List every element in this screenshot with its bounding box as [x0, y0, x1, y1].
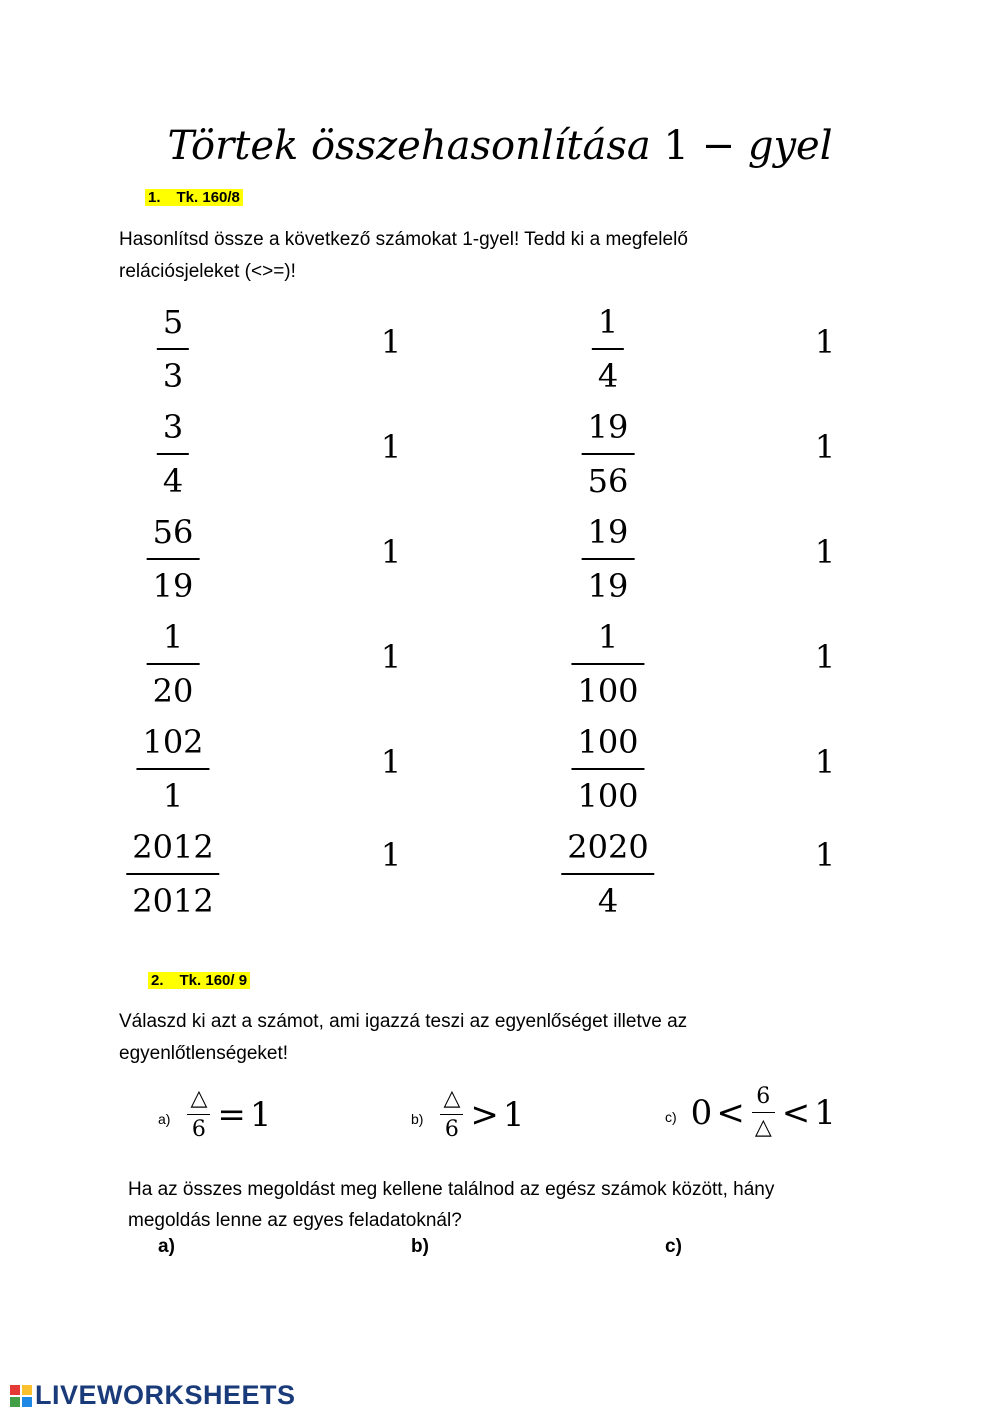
fraction-denominator: 100	[577, 672, 639, 710]
fraction-bar	[571, 663, 644, 665]
fraction-bar	[582, 558, 635, 560]
title-suffix: gyel	[747, 123, 833, 169]
title-text: Törtek összehasonlítása	[167, 123, 651, 169]
fraction-numerator: 1	[162, 618, 184, 656]
fraction-bar	[126, 873, 219, 875]
fraction-denominator: 3	[162, 357, 184, 395]
fraction-denominator: 4	[597, 357, 619, 395]
fraction-bar	[592, 348, 624, 350]
fraction-bar	[571, 768, 644, 770]
fraction-left	[153, 510, 194, 608]
answer-label-a: a)	[158, 1236, 175, 1257]
fraction-right	[567, 825, 648, 923]
fraction-bar	[582, 453, 635, 455]
compare-value: 1	[814, 428, 836, 466]
fraction-left	[163, 300, 183, 398]
logo-square-2	[22, 1385, 32, 1395]
fraction-denominator: 4	[162, 462, 184, 500]
answer-label-b: b)	[411, 1236, 429, 1257]
section2-question: Ha az összes megoldást meg kellene találnod az egész számok között, hány megoldás lenne az egyes feladatoknál?	[128, 1179, 775, 1231]
section1-heading: 1. Tk. 160/8	[145, 188, 243, 208]
fraction-left	[153, 615, 194, 713]
fraction-right	[588, 510, 629, 608]
section2-instruction: Válaszd ki azt a számot, ami igazzá teszi az egyenlőséget illetve az egyenlőtlenségeket!	[119, 1011, 688, 1064]
answer-label-c: c)	[665, 1236, 682, 1257]
compare-value: 1	[814, 743, 836, 781]
title-operator: −	[701, 123, 736, 169]
expression-a: a) △ 6 = 1	[158, 1086, 272, 1142]
compare-value: 1	[814, 323, 836, 361]
compare-value: 1	[380, 638, 402, 676]
fraction-denominator: 19	[152, 567, 194, 605]
fraction-numerator: 2012	[132, 828, 214, 866]
fraction-bar	[136, 768, 209, 770]
fraction-denominator: 20	[152, 672, 194, 710]
expression-b-fraction: △ 6	[443, 1086, 460, 1143]
title-number: 1	[663, 123, 689, 169]
fraction-bar	[561, 873, 654, 875]
fraction-right	[577, 615, 638, 713]
fraction-bar	[157, 453, 189, 455]
compare-value: 1	[380, 428, 402, 466]
compare-value: 1	[380, 533, 402, 571]
compare-value: 1	[814, 836, 836, 874]
logo-square-4	[22, 1397, 32, 1407]
logo-square-1	[10, 1385, 20, 1395]
page-title	[0, 118, 1000, 174]
expression-c: c) 0 < 6 △ < 1	[665, 1084, 836, 1140]
fraction-numerator: 3	[162, 408, 184, 446]
fraction-numerator: 102	[142, 723, 204, 761]
fraction-left	[163, 405, 183, 503]
compare-value: 1	[380, 323, 402, 361]
fraction-denominator: 19	[587, 567, 629, 605]
compare-value: 1	[380, 836, 402, 874]
fraction-bar	[147, 558, 200, 560]
fraction-left	[132, 825, 213, 923]
fraction-right	[588, 405, 629, 503]
fraction-right	[577, 720, 638, 818]
expression-b: b) △ 6 > 1	[411, 1086, 525, 1142]
fraction-left	[142, 720, 203, 818]
fraction-numerator: 1	[597, 303, 619, 341]
fraction-denominator: 100	[577, 777, 639, 815]
fraction-bar	[157, 348, 189, 350]
compare-value: 1	[814, 638, 836, 676]
expression-a-fraction: △ 6	[190, 1086, 207, 1143]
fraction-denominator: 1	[162, 777, 184, 815]
fraction-numerator: 19	[587, 408, 629, 446]
compare-value: 1	[814, 533, 836, 571]
fraction-numerator: 19	[587, 513, 629, 551]
fraction-numerator: 56	[152, 513, 194, 551]
compare-value: 1	[380, 743, 402, 781]
fraction-numerator: 2020	[567, 828, 649, 866]
logo-icon	[10, 1385, 32, 1407]
logo-text: LIVEWORKSHEETS	[35, 1380, 296, 1410]
fraction-numerator: 1	[597, 618, 619, 656]
fraction-denominator: 56	[587, 462, 629, 500]
liveworksheets-logo[interactable]	[10, 1380, 296, 1411]
fraction-bar	[147, 663, 200, 665]
section1-instruction: Hasonlítsd össze a következő számokat 1-gyel! Tedd ki a megfelelő relációsjeleket (<>=)!	[119, 229, 688, 282]
fraction-denominator: 4	[597, 882, 619, 920]
fraction-right	[598, 300, 618, 398]
logo-square-3	[10, 1397, 20, 1407]
fraction-numerator: 100	[577, 723, 639, 761]
section2-heading: 2. Tk. 160/ 9	[148, 971, 250, 991]
fraction-numerator: 5	[162, 303, 184, 341]
fraction-denominator: 2012	[132, 882, 214, 920]
expression-c-fraction: 6 △	[755, 1084, 772, 1141]
